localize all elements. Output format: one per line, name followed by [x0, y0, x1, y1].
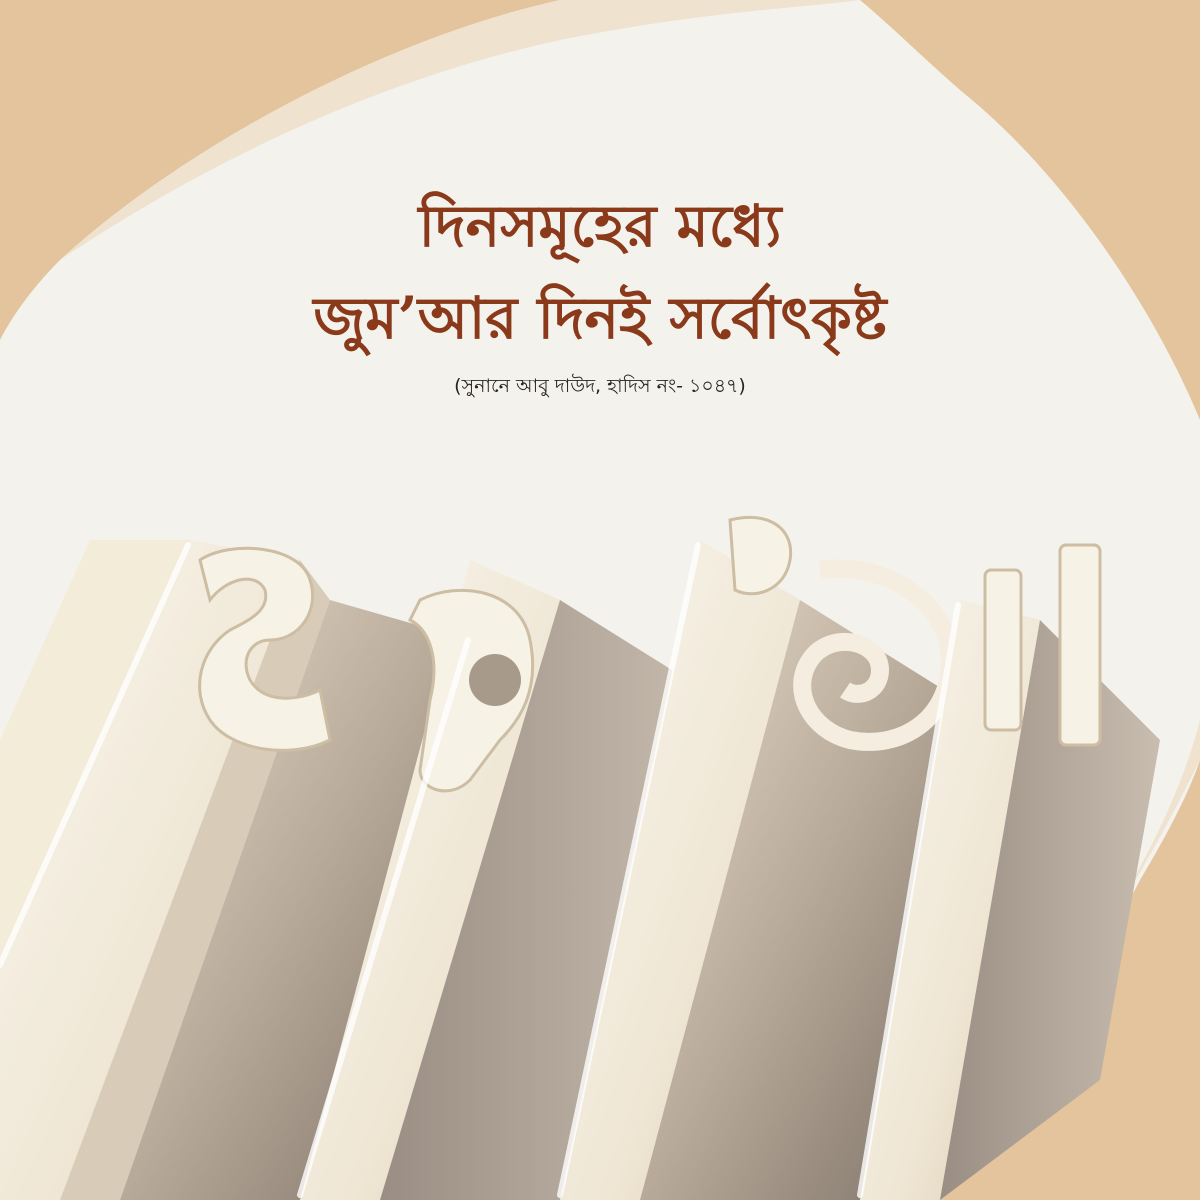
headline — [0, 180, 1200, 364]
apostrophe-mark — [730, 517, 791, 593]
hadith-citation: (সুনানে আবু দাউদ, হাদিস নং- ১০৪৭) — [454, 375, 746, 397]
headline-line-1: দিনসমূহের মধ্যে — [418, 192, 782, 260]
letter-aa-bar — [985, 570, 1021, 730]
headline-line-2: জুম’আর দিনই সর্বোৎকৃষ্ট — [313, 284, 887, 352]
letter-aa-bar — [1060, 545, 1100, 745]
letter-ma-hole — [469, 654, 521, 706]
